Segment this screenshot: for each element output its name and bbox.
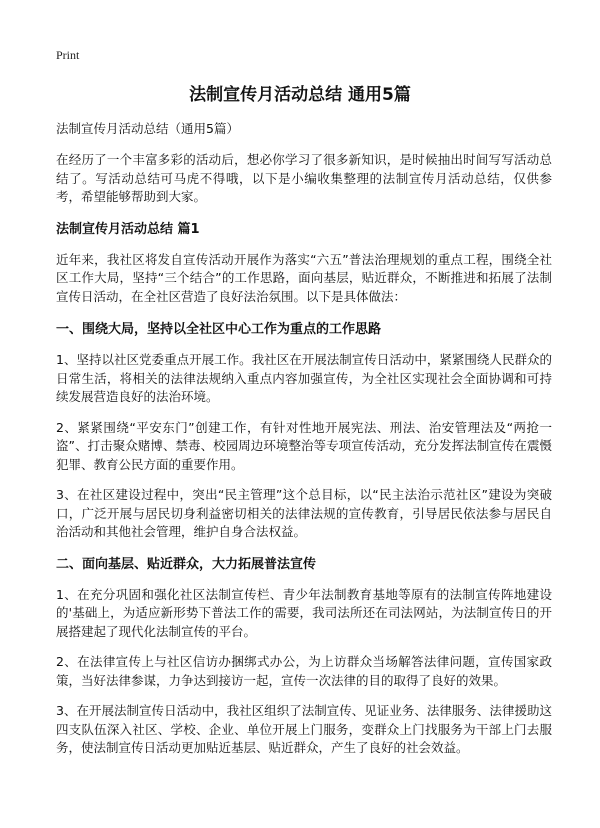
intro-paragraph: 在经历了一个丰富多彩的活动后，想必你学习了很多新知识，是时候抽出时间写写活动总结了。写活动总结可马虎不得哦，以下是小编收集整理的法制宣传月活动总结，仅供参考，希望能够帮助到大家。 (56, 152, 552, 204)
part-intro-paragraph: 近年来，我社区将发自宣传活动开展作为落实“六五”普法治理规划的重点工程，围绕全社区工作大局，坚持“三个结合”的工作思路，面向基层，贴近群众，不断推进和拓展了法制宣传日活动，在全社区营造了良好法治氛围。以下是具体做法： (56, 251, 552, 304)
page-title: 法制宣传月活动总结 通用5篇 (189, 85, 411, 105)
section1-item-2: 2、紧紧围绕“平安东门”创建工作，有针对性地开展宪法、刑法、治安管理法及“两抢一盗”、打击聚众赌博、禁毒、校园周边环境整治等专项宣传活动，充分发挥法制宣传在震慑犯罪、教育公民方面的重要作用。 (56, 419, 552, 472)
section1-item-1: 1、坚持以社区党委重点开展工作。我社区在开展法制宣传日活动中，紧紧围绕人民群众的日常生活，将相关的法律法规纳入重点内容加强宣传，为全社区实现社会全面协调和可持续发展营造良好的法治环境。 (56, 352, 552, 404)
section-heading-2: 二、面向基层、贴近群众，大力拓展普法宣传 (56, 556, 317, 572)
section2-item-2: 2、在法律宣传上与社区信访办捆绑式办公，为上访群众当场解答法律问题，宣传国家政策，当好法律参谋，力争达到接访一起，宣传一次法律的目的取得了良好的效果。 (56, 654, 552, 688)
section-heading-1: 一、围绕大局，坚持以全社区中心工作为重点的工作思路 (56, 322, 382, 337)
part-heading: 法制宣传月活动总结 篇1 (56, 221, 200, 237)
section2-item-1: 1、在充分巩固和强化社区法制宣传栏、青少年法制教育基地等原有的法制宣传阵地建设的'基础上，为适应新形势下普法工作的需要，我司法所还在司法网站，为法制宣传日的开展搭建起了现代化法制宣传的平台。 (56, 586, 552, 639)
document-subtitle: 法制宣传月活动总结（通用5篇） (56, 121, 239, 136)
print-link[interactable]: Print (56, 48, 80, 62)
document-body (56, 120, 552, 758)
section2-item-3: 3、在开展法制宣传日活动中，我社区组织了法制宣传、见证业务、法律服务、法律援助这四支队伍深入社区、学校、企业、单位开展上门服务，变群众上门找服务为干部上门去服务，使法制宣传日活动更加贴近基层、贴近群众，产生了良好的社会效益。 (56, 703, 552, 755)
section1-item-3: 3、在社区建设过程中，突出“民主管理”这个总目标，以“民主法治示范社区”建设为突破口，广泛开展与居民切身利益密切相关的法律法规的宣传教育，引导居民依法参与居民自治活动和其他社会管理，维护自身合法权益。 (56, 487, 552, 539)
